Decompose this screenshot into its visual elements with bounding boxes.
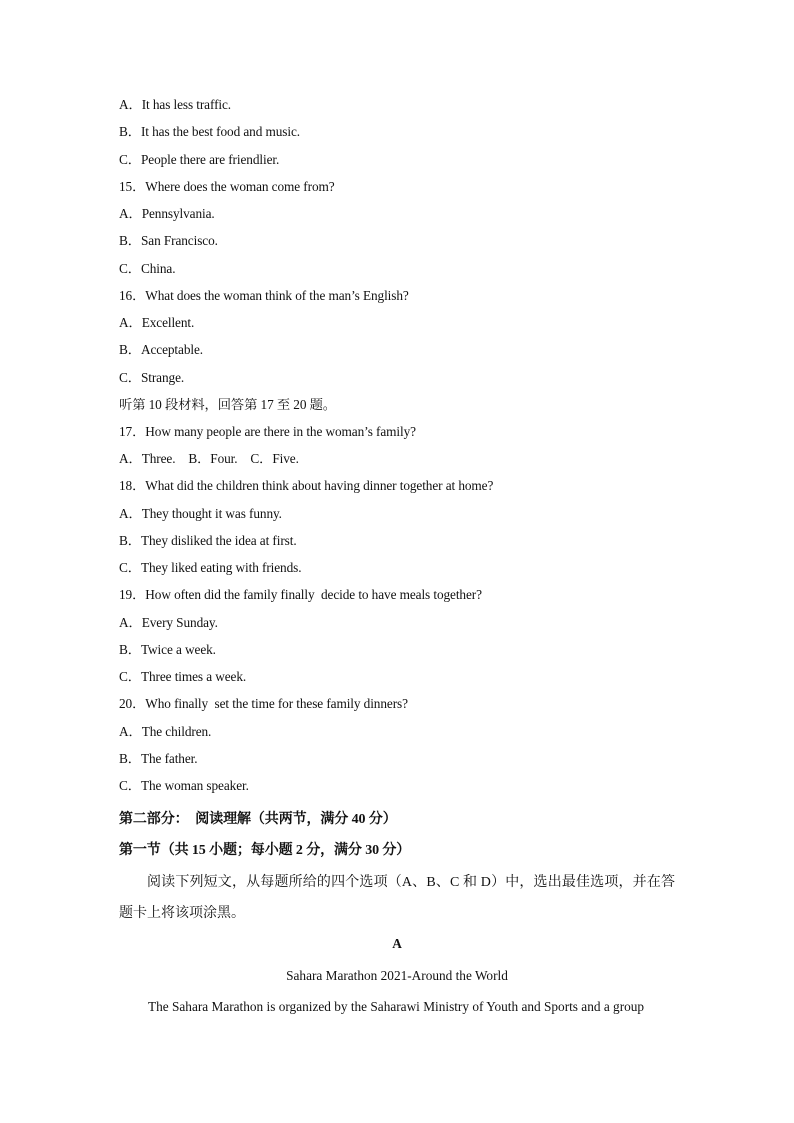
q17-question: 17．How many people are there in the woman’s family? xyxy=(119,424,416,439)
q14-option-c: C．People there are friendlier. xyxy=(119,152,280,167)
q15-option-c: C．China. xyxy=(119,261,176,276)
q19-question: 19．How often did the family finally decide to have meals together? xyxy=(119,587,482,602)
q20-option-a: A．The children. xyxy=(119,724,212,739)
q18-option-c: C．They liked eating with friends. xyxy=(119,560,302,575)
q16-option-a: A．Excellent. xyxy=(119,315,195,330)
reading-instruction: 阅读下列短文，从每题所给的四个选项（A、B、C 和 D）中，选出最佳选项，并在答题卡上将该项涂黑。 xyxy=(119,875,675,921)
q20-option-b: B．The father. xyxy=(119,751,198,766)
q18-question: 18．What did the children think about having dinner together at home? xyxy=(119,478,494,493)
q14-option-a: A．It has less traffic. xyxy=(119,97,232,112)
passage-title: Sahara Marathon 2021-Around the World xyxy=(286,968,508,983)
q14-option-b: B．It has the best food and music. xyxy=(119,124,300,139)
q15-option-b: B．San Francisco. xyxy=(119,233,218,248)
q15-question: 15．Where does the woman come from? xyxy=(119,179,335,194)
q20-option-c: C．The woman speaker. xyxy=(119,778,249,793)
section1-heading: 第一节（共 15 小题；每小题 2 分，满分 30 分） xyxy=(119,843,411,858)
passage-first-line: The Sahara Marathon is organized by the Saharawi Ministry of Youth and Sports and a group xyxy=(148,999,645,1014)
q18-option-b: B．They disliked the idea at first. xyxy=(119,533,297,548)
q16-option-c: C．Strange. xyxy=(119,370,185,385)
q19-option-b: B．Twice a week. xyxy=(119,642,216,657)
q19-option-c: C．Three times a week. xyxy=(119,669,247,684)
listening-instruction: 听第 10 段材料，回答第 17 至 20 题。 xyxy=(119,397,336,412)
q17-options: A．Three. B．Four. C．Five. xyxy=(119,451,299,466)
q15-option-a: A．Pennsylvania. xyxy=(119,206,215,221)
q20-question: 20．Who finally set the time for these family dinners? xyxy=(119,696,408,711)
q18-option-a: A．They thought it was funny. xyxy=(119,506,282,521)
part2-heading: 第二部分： 阅读理解（共两节，满分 40 分） xyxy=(119,812,397,827)
passage-letter: A xyxy=(392,936,402,951)
q16-option-b: B．Acceptable. xyxy=(119,342,203,357)
q19-option-a: A．Every Sunday. xyxy=(119,615,218,630)
q16-question: 16．What does the woman think of the man’s English? xyxy=(119,288,409,303)
